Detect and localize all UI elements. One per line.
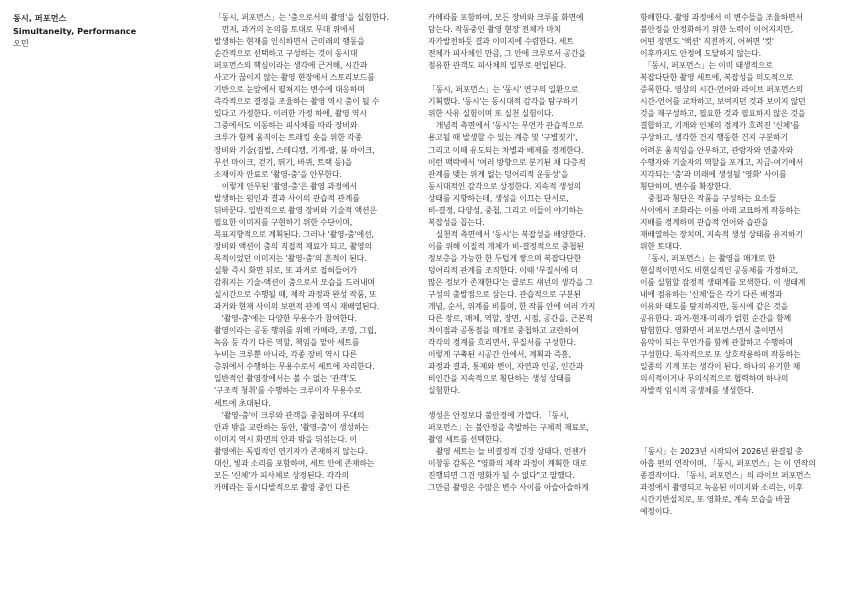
text-line: 이런 맥락에서 '여러 방향으로 분기된 채 다층적: [428, 157, 586, 167]
text-line: 그만큼 촬영은 수많은 변수 사이를 아슬아슬하게: [428, 482, 589, 492]
text-line: '구조적 청취'를 수행하는 크루이자 무용수로: [214, 386, 362, 396]
text-line: 이창동 감독은 "영화의 제작 과정이 계획한 대로: [428, 458, 587, 468]
text-line: 무선 마이크, 걷기, 뛰기, 바퀴, 트랙 등)을: [214, 157, 353, 167]
text-line: 일종의 기계 또는 생각이 된다. 하나의 유기한 채: [640, 362, 801, 372]
text-line: 「동시, 퍼포먼스」는 이미 태생적으로: [640, 61, 773, 71]
text-line: 다른 장르, 매체, 역할, 장면, 시점, 공간을, 근본적: [428, 314, 593, 324]
text-line: 퍼포먼스의 핵심이라는 생각에 근거해, 시간과: [214, 61, 368, 71]
text-line: 순간적으로 선택하고 구성하는 것이 동시대: [214, 49, 358, 59]
text-line: 자발적 임시적 공생체를 생성한다.: [640, 386, 754, 396]
text-line: 시간기반설치로, 또 영화로, 계속 모습을 바꿀: [640, 494, 791, 504]
text-line: 음악이 되는 무언가를 함께 관찰하고 수행하며: [640, 338, 794, 348]
text-line: 동시대적인 감각으로 상정한다. 지속적 생성의: [428, 181, 582, 191]
text-line: 이를 위해 이질적 개체가 비-결정적으로 중첩된: [428, 241, 584, 251]
text-line: 이렇게 안무된 '촬영-춤'은 촬영 과정에서: [214, 181, 357, 191]
text-line: 현실적이면서도 비현실적인 공동체를 가정하고,: [640, 265, 799, 275]
text-line: 관계를 맺는 위계 없는 덩어리적 운동성'을: [428, 169, 569, 179]
text-line: 그리고 이때 유도되는 차별과 배제를 경계한다.: [428, 145, 584, 155]
text-line: 장비와 기술(짐벌, 스테디캠, 기계-팔, 붐 마이크,: [214, 145, 375, 155]
text-line: 재배열하는 장치며, 지속적 생성 상태를 유지하기: [640, 229, 803, 239]
text-line: 촬영 세트를 선택한다.: [428, 434, 503, 444]
text-line: 진행되면 그건 영화가 될 수 없다"고 말했다.: [428, 470, 575, 480]
text-line: 구성한다. 독자적으로 또 상호작용하며 작동하는: [640, 350, 801, 360]
text-line: 예정이다.: [640, 506, 673, 516]
text-line: 실황 즉시 화면 뒤로, 또 과거로 접혀들어가: [214, 265, 357, 275]
paragraph-gap: [640, 398, 842, 410]
text-line: 증폭한다. 영상의 시간-언어와 라이브 퍼포먼스의: [640, 85, 804, 95]
paragraph-gap: [640, 434, 842, 446]
text-line: 즉각적으로 결정을 조율하는 촬영 역시 춤이 될 수: [214, 97, 380, 107]
text-line: 「동시」는 2023년 시작되어 2026년 완결될 총: [640, 446, 803, 456]
text-line: 복잡다단한 촬영 세트에, 복잡성을 의도적으로: [640, 73, 794, 83]
text-line: 촬영 세트는 늘 비결정적 긴장 상태다. 언젠가: [428, 446, 587, 456]
text-line: 수행자와 기술자의 역할을 포개고, 지금-여기에서: [640, 157, 804, 167]
text-line: 개념적 측면에서 '동시'는 무언가 관습적으로: [428, 121, 584, 131]
text-line: 불안정을 안정화하기 위한 노력이 이어지지만,: [640, 25, 794, 35]
text-line: 카메라를 포함하여, 모든 장비와 크루를 화면에: [428, 13, 584, 22]
text-line: 덩어리적 관계를 조직한다. 이때 '무질서에 더: [428, 265, 579, 275]
text-line: 녹음 등 각기 다른 역할, 책임을 맡아 세트를: [214, 338, 360, 348]
text-line: 생성은 안정보다 불안정에 가깝다. 「동시,: [428, 410, 569, 420]
text-line: 먼저, 과거의 논의를 토대로 무대 위에서: [214, 25, 355, 35]
text-line: 「동시, 퍼포먼스」는 '동시' 연구의 일환으로: [428, 85, 579, 95]
text-line: 어려운 움직임을 안무하고, 관람자와 연출자와: [640, 145, 794, 155]
text-line: 각각의 경계를 흐리면서, 무질서를 구성한다.: [428, 338, 577, 348]
text-line: 중첩과 횡단은 작품을 구성하는 요소들: [640, 193, 777, 203]
text-line: 비인간을 지속적으로 횡단하는 생성 상태를: [428, 374, 572, 384]
text-line: 촬영이라는 공동 행위를 위해 카메라, 조명, 그립,: [214, 326, 377, 336]
text-line: 전체가 피사체인 만큼, 그 안에 크루로서 공간을: [428, 49, 586, 59]
text-line: 목표지향적으로 계획된다. 그러나 '촬영-춤'에선,: [214, 229, 374, 239]
text-line: 일반적인 촬영장에서는 볼 수 없는 '관객'도: [214, 374, 357, 384]
text-line: 크루가 함께 움직이는 트래킹 숏을 위한 각종: [214, 133, 363, 143]
text-line: 발생하는 현재를 인식하면서 근미래의 행동을: [214, 37, 365, 47]
text-line: 지배를 경계하며 관습적 언어와 습관을: [640, 217, 769, 227]
paragraph-gap: [428, 398, 633, 410]
text-line: 있다고 가정한다. 이러한 가정 하에, 촬영 역시: [214, 109, 367, 119]
text-line: 지각되는 '춤'과 미래에 생성될 '영화' 사이를: [640, 169, 787, 179]
text-line: 이유와 태도를 탐지하지만, 동시에 같은 것을: [640, 302, 789, 312]
text-line: 필요한 이미지를 구현하기 위한 수단이며,: [214, 217, 353, 227]
text-line: 모든 '신체'가 피사체로 상정된다. 각각의: [214, 470, 349, 480]
text-line: 개념, 순서, 위계를 비틀며, 한 작품 안에 여러 가지: [428, 302, 596, 312]
text-line: 대신, 빛과 소리를 포함하여, 세트 안에 존재하는: [214, 458, 375, 468]
text-line: 자가발전하듯 결과 이미지에 수렴한다. 세트: [428, 37, 574, 47]
text-line: 차이점과 공통점을 매개로 중첩하고 교란하여: [428, 326, 579, 336]
text-line: 누비는 크루뿐 아니라, 각종 장비 역시 다른: [214, 350, 357, 360]
text-line: 과정에서 촬영되고 녹음된 이미지와 소리는, 이후: [640, 482, 803, 492]
text-line: 내에 점유하는 '신체'들은 각기 다른 배경과: [640, 290, 783, 300]
title-english: Simultaneity, Performance: [13, 25, 137, 36]
text-line: 결합하고, 기계와 인체의 경계가 흐려진 '신체'를: [640, 121, 800, 131]
text-column-1: [214, 12, 419, 494]
text-line: 종결작이다. 「동시, 퍼포먼스」의 라이브 퍼포먼스: [640, 470, 811, 480]
text-line: 탐험한다. 영화면서 퍼포먼스면서 춤이면서: [640, 326, 784, 336]
text-line: 실험한다.: [428, 386, 461, 396]
text-line: 의식적이거나 무의식적으로 협력하며 하나의: [640, 374, 789, 384]
text-line: 이후까지도 안정에 도달하지 않는다.: [640, 49, 761, 59]
text-line: 복잡성을 꼽는다.: [428, 217, 485, 227]
text-line: 세트에 초대된다.: [214, 398, 271, 408]
text-column-3: [640, 12, 842, 518]
text-line: 비-결정, 다양성, 중첩, 그리고 이들이 야기하는: [428, 205, 584, 215]
text-line: 「동시, 퍼포먼스」는 촬영을 매개로 한: [640, 253, 776, 263]
text-line: 이미지 역시 화면의 안과 밖을 뒤섞는다. 이: [214, 434, 357, 444]
text-line: 횡단하며, 변수를 확장한다.: [640, 181, 732, 191]
text-line: 용고될 때 발생할 수 있는 계층 및 '구별짓기',: [428, 133, 578, 143]
text-line: 구상하고, 생각한 건지 행동한 건지 구분하기: [640, 133, 789, 143]
text-line: 구성의 출발점으로 삼는다. 관습적으로 구분된: [428, 290, 582, 300]
text-line: 많은 정보가 존재한다'는 클로드 섀넌의 생각을 그: [428, 278, 593, 288]
paragraph-gap: [640, 422, 842, 434]
text-line: 아홉 편의 연작이며, 「동시, 퍼포먼스」는 이 연작의: [640, 458, 816, 468]
text-line: 층위에서 수행하는 무용수로서 세트에 자리한다.: [214, 362, 375, 372]
text-line: 소재이자 안료로 '촬영-춤'을 안무한다.: [214, 169, 342, 179]
text-line: 이를 실험할 잠정적 생태계를 모색한다. 이 생태계: [640, 278, 806, 288]
text-line: 장비와 액션이 춤의 직접적 재료가 되고, 촬영의: [214, 241, 372, 251]
text-line: 위한 사유 실험이며 또 실천 실험이다.: [428, 109, 554, 119]
text-line: 「동시, 퍼포먼스」는 '춤으로서의 촬영'을 실험한다.: [214, 13, 389, 22]
text-line: 실천적 측면에서 '동시'는 복잡성을 배양한다.: [428, 229, 586, 239]
text-line: 것을 재구성하고, 필요한 것과 필요하지 않은 것을: [640, 109, 806, 119]
text-line: 사고가 끊이지 않는 촬영 현장에서 스토리보드를: [214, 73, 375, 83]
text-line: 담는다. 작동중인 촬영 현장 전체가 마치: [428, 25, 562, 35]
text-line: 뒤바꾼다. 일반적으로 촬영 장비와 기술적 액션은: [214, 205, 377, 215]
text-line: 감춰지는 기술-액션이 춤으로서 모습을 드러내며: [214, 278, 375, 288]
text-line: 정보층을 가능한 한 두텁게 쌓으며 복잡다단한: [428, 253, 582, 263]
article-meta: [13, 12, 193, 50]
text-column-2: [428, 12, 633, 494]
paragraph-gap: [640, 410, 842, 422]
text-line: '촬영-춤'이 크루와 관객을 중첩하며 무대의: [214, 410, 365, 420]
text-line: 이렇게 구축된 시공간 안에서, 계획과 즉흥,: [428, 350, 571, 360]
text-line: 기획했다. '동시'는 동시대적 감각을 탐구하기: [428, 97, 578, 107]
paragraph-gap: [428, 72, 633, 84]
text-line: 공유한다. 과거-현재-미래가 얽힌 순간을 함께: [640, 314, 792, 324]
author-name: 오민: [13, 38, 29, 48]
text-line: 목적이었던 이미지는 '촬영-춤'의 흔적이 된다.: [214, 253, 367, 263]
text-line: 상태를 지향하는데, 생성을 이끄는 단서로,: [428, 193, 569, 203]
text-line: 기반으로 눈앞에서 펼쳐지는 변수에 대응하며: [214, 85, 365, 95]
text-line: 카메라는 동시다발적으로 촬영 중인 다른: [214, 482, 350, 492]
text-line: 시간-언어를 교차하고, 보여지던 것과 보이지 않던: [640, 97, 806, 107]
text-line: 그중에서도 이동하는 피사체를 따라 장비와: [214, 121, 358, 131]
title-korean: 동시, 퍼포먼스: [13, 13, 67, 23]
text-line: '촬영-춤'에는 다양한 무용수가 참여한다.: [214, 314, 357, 324]
text-line: 항해한다. 촬영 과정에서 이 변수들을 조율하면서: [640, 13, 803, 22]
text-line: 점유한 관객도 피사체의 일부로 편입된다.: [428, 61, 567, 71]
text-line: 안과 밖을 교란하는 동안, '촬영-춤'이 생성하는: [214, 422, 369, 432]
text-line: 발생하는 원인과 결과 사이의 관습적 관계를: [214, 193, 360, 203]
text-line: 실시간으로 수행될 때, 제작 과정과 완성 작품, 또: [214, 290, 377, 300]
text-line: 어떤 장면도 '액션' 직전까지, 어쩌면 '컷': [640, 37, 774, 47]
text-line: 퍼포먼스」는 불안정을 촉발하는 구체적 재료로,: [428, 422, 589, 432]
text-line: 촬영에는 독립적인 연기자가 존재하지 않는다.: [214, 446, 368, 456]
text-line: 사이에서 조화라는 이름 아래 교묘하게 작동하는: [640, 205, 801, 215]
text-line: 과정과 결과, 통제와 변이, 자연과 인공, 인간과: [428, 362, 584, 372]
text-line: 위한 토대다.: [640, 241, 682, 251]
text-line: 과거와 현재 사이의 보편적 관계 역시 재배열된다.: [214, 302, 380, 312]
